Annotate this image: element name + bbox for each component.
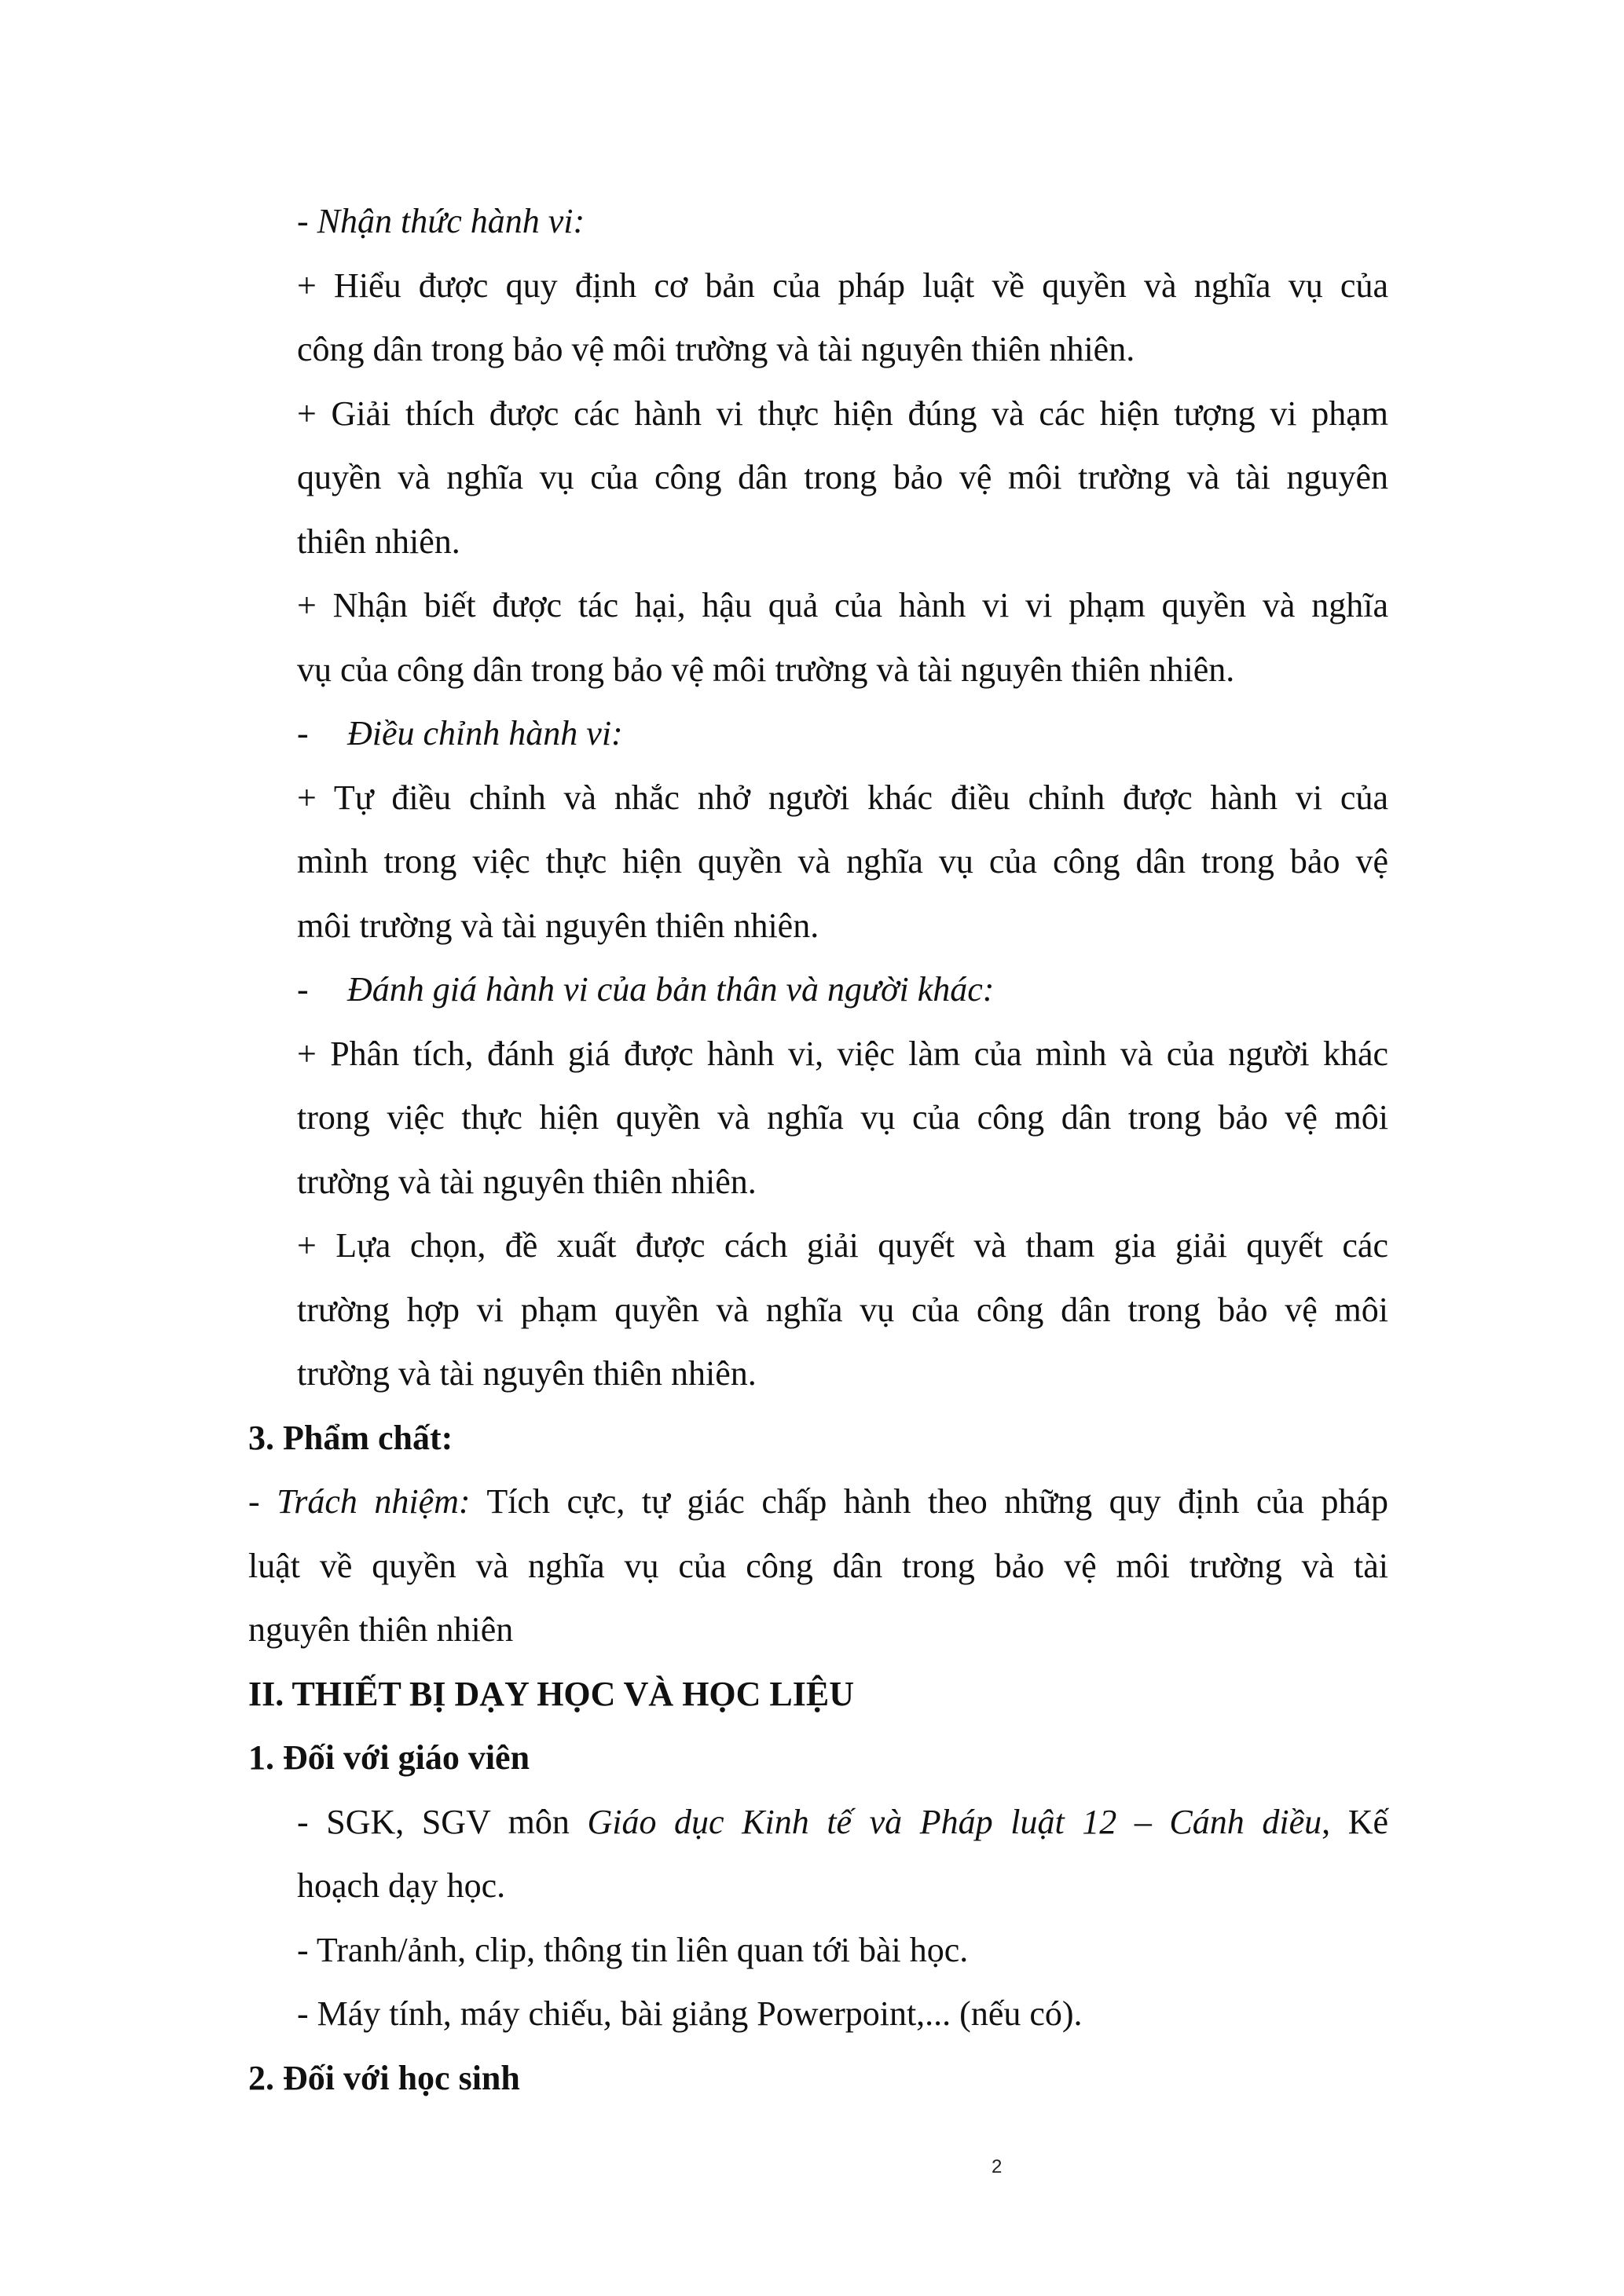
text-segment: hoạch dạy học. (297, 1866, 506, 1905)
text-segment: + Phân tích, đánh giá được hành vi, việc làm của mình và của người khác (297, 1034, 1388, 1073)
text-line (248, 1534, 1388, 1598)
italic-text: Giáo dục Kinh tế và Pháp luật 12 – Cánh diều (587, 1802, 1322, 1841)
text-line (297, 382, 1388, 446)
text-segment: II. THIẾT BỊ DẠY HỌC VÀ HỌC LIỆU (248, 1674, 855, 1713)
text-segment: môi trường và tài nguyên thiên nhiên. (297, 906, 819, 945)
text-segment: - Máy tính, máy chiếu, bài giảng Powerpoint,... (nếu có). (297, 1994, 1083, 2033)
text-line (297, 317, 1388, 382)
text-segment: luật về quyền và nghĩa vụ của công dân trong bảo vệ môi trường và tài (248, 1546, 1388, 1585)
text-line (248, 1598, 1388, 1662)
text-segment: - (297, 714, 309, 753)
text-segment: - (297, 970, 309, 1009)
text-line (297, 1022, 1388, 1086)
text-line (297, 829, 1388, 894)
text-segment: + Tự điều chỉnh và nhắc nhở người khác điều chỉnh được hành vi của (297, 778, 1388, 817)
section-heading (248, 2046, 1388, 2111)
section-heading (248, 1726, 1388, 1790)
text-line (297, 1918, 1388, 1983)
text-line (297, 894, 1388, 958)
section-heading (248, 1662, 1388, 1727)
text-segment: vụ của công dân trong bảo vệ môi trường và tài nguyên thiên nhiên. (297, 650, 1235, 689)
italic-text: - Nhận thức hành vi: (297, 202, 585, 240)
page-number: 2 (992, 2156, 1003, 2177)
text-line (297, 573, 1388, 638)
text-line (297, 1342, 1388, 1406)
text-segment: + Giải thích được các hành vi thực hiện đúng và các hiện tượng vi phạm (297, 394, 1388, 433)
text-line (297, 1790, 1388, 1855)
text-line (297, 445, 1388, 510)
text-segment: + Hiểu được quy định cơ bản của pháp luật về quyền và nghĩa vụ của (297, 265, 1388, 305)
section-heading (248, 1406, 1388, 1470)
text-line (297, 1854, 1388, 1918)
italic-text: Điều chỉnh hành vi: (347, 714, 623, 753)
text-line (297, 701, 1388, 766)
text-segment: trường hợp vi phạm quyền và nghĩa vụ của công dân trong bảo vệ môi (297, 1290, 1388, 1329)
text-segment: 1. Đối với giáo viên (248, 1738, 530, 1777)
text-line (297, 1086, 1388, 1150)
text-segment: mình trong việc thực hiện quyền và nghĩa vụ của công dân trong bảo vệ (297, 842, 1388, 881)
text-line (297, 958, 1388, 1022)
text-segment: trường và tài nguyên thiên nhiên. (297, 1354, 757, 1393)
text-line (297, 254, 1388, 318)
text-segment: trường và tài nguyên thiên nhiên. (297, 1162, 757, 1201)
text-line (297, 1278, 1388, 1342)
text-line (297, 510, 1388, 574)
text-segment: + Nhận biết được tác hại, hậu quả của hành vi vi phạm quyền và nghĩa (297, 586, 1388, 624)
italic-text: Trách nhiệm: (277, 1482, 471, 1521)
text-segment: - SGK, SGV môn (297, 1802, 588, 1841)
text-line (297, 1214, 1388, 1278)
text-segment: + Lựa chọn, đề xuất được cách giải quyết và tham gia giải quyết các (297, 1226, 1388, 1265)
text-line (297, 189, 1388, 254)
text-segment: - Tranh/ảnh, clip, thông tin liên quan tới bài học. (297, 1930, 969, 1969)
text-segment: trong việc thực hiện quyền và nghĩa vụ của công dân trong bảo vệ môi (297, 1098, 1388, 1137)
text-segment: thiên nhiên. (297, 522, 460, 561)
text-line (297, 766, 1388, 830)
text-segment: - (248, 1482, 277, 1521)
text-segment: quyền và nghĩa vụ của công dân trong bảo vệ môi trường và tài nguyên (297, 458, 1388, 496)
text-segment: công dân trong bảo vệ môi trường và tài nguyên thiên nhiên. (297, 330, 1135, 368)
text-segment: Tích cực, tự giác chấp hành theo những quy định của pháp (470, 1482, 1388, 1521)
document-body (0, 189, 1624, 2110)
text-segment: 2. Đối với học sinh (248, 2058, 520, 2097)
text-line (297, 1982, 1388, 2046)
text-line (248, 1470, 1388, 1534)
text-segment: nguyên thiên nhiên (248, 1610, 514, 1649)
text-line (297, 1150, 1388, 1214)
text-segment: 3. Phẩm chất: (248, 1418, 453, 1457)
text-segment: , Kế (1322, 1802, 1389, 1841)
text-line (297, 638, 1388, 702)
italic-text: Đánh giá hành vi của bản thân và người khác: (347, 970, 995, 1009)
